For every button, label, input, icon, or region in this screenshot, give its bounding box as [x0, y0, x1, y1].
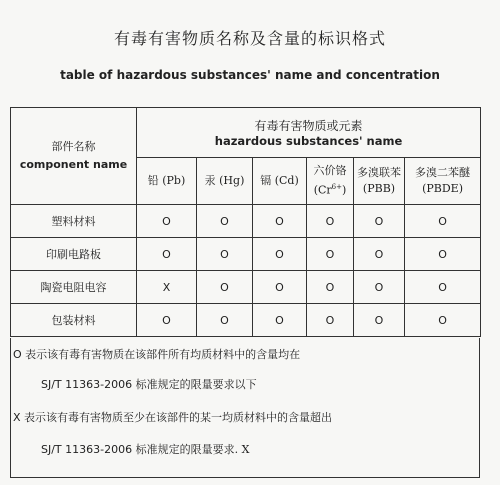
substance-group-header-cn: 有毒有害物质或元素 [254, 119, 363, 133]
table-row [11, 304, 481, 337]
component-name-cell: 塑料材料 [11, 205, 137, 238]
substance-group-header-en: hazardous substances' name [214, 134, 403, 148]
component-name-cell: 印刷电路板 [11, 238, 137, 271]
substance-name: 镉 (Cd) [260, 174, 299, 187]
substance-mark-cell: O [354, 205, 405, 238]
substance-symbol-text: (Cr [313, 183, 332, 197]
title-english: table of hazardous substances' name and concentration [60, 68, 440, 82]
substance-mark-cell: O [307, 304, 354, 337]
substance-mark-cell: X [137, 271, 197, 304]
substance-mark-cell: O [137, 304, 197, 337]
table-row [11, 271, 481, 304]
note-x-standard: SJ/T 11363-2006 [41, 443, 133, 456]
component-header-cell [11, 108, 137, 205]
note-x-tail: 标准规定的限量要求. X [132, 443, 250, 456]
substance-name: 汞 (Hg) [204, 174, 245, 187]
component-header-en: component name [19, 158, 128, 171]
substance-header-2 [253, 158, 307, 205]
substance-mark-cell: O [197, 271, 253, 304]
table-row [11, 238, 481, 271]
substance-mark-cell: O [354, 271, 405, 304]
substance-header-3 [307, 158, 354, 205]
note-o-standard-line [41, 376, 257, 392]
substance-mark-cell: O [405, 238, 481, 271]
note-o-line [13, 346, 300, 362]
substance-header-4 [354, 158, 405, 205]
note-x-symbol: X [13, 411, 21, 424]
substance-mark-cell: O [354, 304, 405, 337]
note-o-symbol: O [13, 348, 22, 361]
substance-symbol [405, 181, 480, 197]
substance-mark-cell: O [253, 271, 307, 304]
substance-symbol-text: (PBB) [362, 182, 396, 195]
substance-mark-cell: O [253, 205, 307, 238]
component-header-cn: 部件名称 [51, 140, 96, 153]
substance-name: 六价铬 [313, 164, 347, 178]
table-body [11, 205, 481, 337]
substance-name: 多溴二苯醚 [415, 166, 471, 179]
substance-name: 铅 (Pb) [147, 174, 186, 187]
component-name-cell: 陶瓷电阻电容 [11, 271, 137, 304]
substance-symbol-superscript: 6+ [331, 183, 342, 192]
substance-name: 多溴联苯 [357, 166, 401, 179]
substance-mark-cell: O [253, 238, 307, 271]
substance-symbol [307, 179, 353, 199]
substance-mark-cell: O [197, 238, 253, 271]
substance-header-5 [405, 158, 481, 205]
hazardous-substances-table [10, 107, 481, 337]
substance-mark-cell: O [307, 205, 354, 238]
substance-mark-cell: O [253, 304, 307, 337]
substance-mark-cell: O [354, 238, 405, 271]
title-chinese: 有毒有害物质名称及含量的标识格式 [113, 29, 386, 48]
table-row [11, 205, 481, 238]
substance-mark-cell: O [405, 271, 481, 304]
substance-mark-cell: O [307, 271, 354, 304]
substance-header-0 [137, 158, 197, 205]
substance-mark-cell: O [197, 205, 253, 238]
substance-mark-cell: O [197, 304, 253, 337]
component-name-cell: 包装材料 [11, 304, 137, 337]
note-x-text: 表示该有毒有害物质至少在该部件的某一均质材料中的含量超出 [20, 411, 333, 424]
note-o-text: 表示该有毒有害物质在该部件所有均质材料中的含量均在 [21, 348, 301, 361]
substance-mark-cell: O [137, 205, 197, 238]
substance-mark-cell: O [405, 205, 481, 238]
note-o-tail: 标准规定的限量要求以下 [132, 378, 257, 391]
substance-symbol [354, 181, 404, 197]
notes-box [10, 338, 480, 478]
note-o-standard: SJ/T 11363-2006 [41, 378, 133, 391]
substance-group-header-cell [137, 108, 481, 158]
substance-symbol-text: (PBDE) [422, 182, 463, 195]
substance-mark-cell: O [307, 238, 354, 271]
note-x-standard-line [41, 441, 249, 457]
substance-symbol-tail: ) [342, 183, 347, 197]
substance-header-1 [197, 158, 253, 205]
substance-mark-cell: O [137, 238, 197, 271]
note-x-line [13, 409, 332, 425]
substance-mark-cell: O [405, 304, 481, 337]
